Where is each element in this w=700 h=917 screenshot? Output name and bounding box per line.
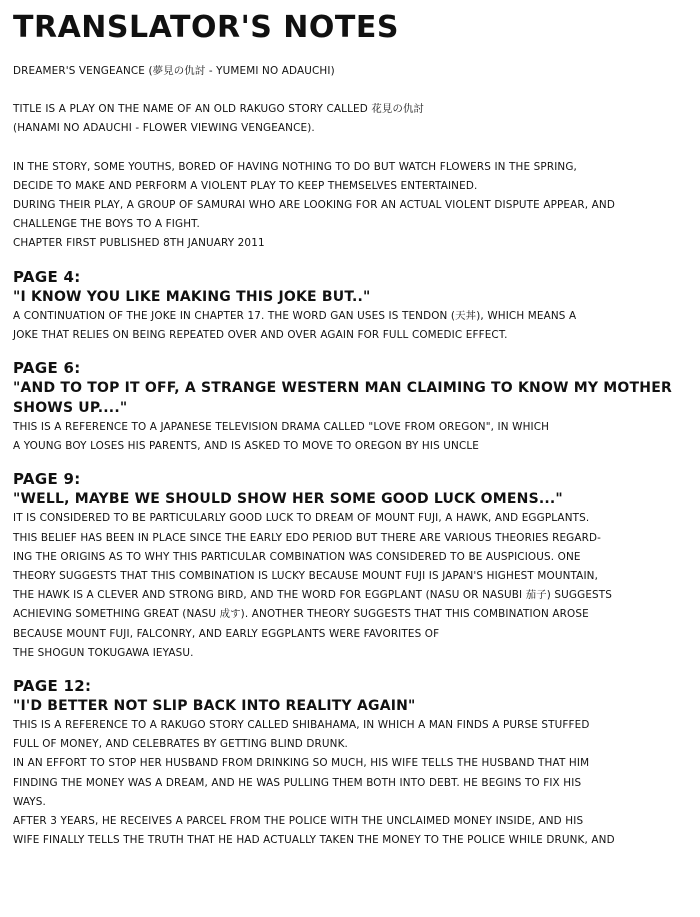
section-body-line: THIS IS A REFERENCE TO A RAKUGO STORY CALLED SHIBAHAMA, IN WHICH A MAN FINDS A PURSE STUFFED <box>13 719 590 732</box>
section-heading: PAGE 9: <box>13 470 81 489</box>
section-body-line: FINDING THE MONEY WAS A DREAM, AND HE WAS PULLING THEM BOTH INTO DEBT. HE BEGINS TO FIX HIS <box>13 776 582 789</box>
section-quote: "I KNOW YOU LIKE MAKING THIS JOKE BUT.." <box>13 288 371 305</box>
story-line: CHALLENGE THE BOYS TO A FIGHT. <box>13 218 200 231</box>
story-line: DURING THEIR PLAY, A GROUP OF SAMURAI WHO ARE LOOKING FOR AN ACTUAL VIOLENT DISPUTE APPEAR, AND <box>13 199 615 212</box>
section-body-line: JOKE THAT RELIES ON BEING REPEATED OVER AND OVER AGAIN FOR FULL COMEDIC EFFECT. <box>13 328 508 341</box>
note-section-page-9 <box>13 470 690 663</box>
section-body-line: IT IS CONSIDERED TO BE PARTICULARLY GOOD LUCK TO DREAM OF MOUNT FUJI, A HAWK, AND EGGPLANTS. <box>13 512 590 525</box>
section-quote: "I'D BETTER NOT SLIP BACK INTO REALITY AGAIN" <box>13 698 416 715</box>
note-section-page-6 <box>13 359 690 456</box>
page-title: TRANSLATOR'S NOTES <box>13 10 399 45</box>
section-body-line: AFTER 3 YEARS, HE RECEIVES A PARCEL FROM THE POLICE WITH THE UNCLAIMED MONEY INSIDE, AND HIS <box>13 815 584 828</box>
series-line: DREAMER'S VENGEANCE (夢見の仇討 - YUMEMI NO ADAUCHI) <box>13 65 335 77</box>
section-heading: PAGE 4: <box>13 267 81 286</box>
section-body-line: THE SHOGUN TOKUGAWA IEYASU. <box>13 646 194 659</box>
section-body-line: FULL OF MONEY, AND CELEBRATES BY GETTING BLIND DRUNK. <box>13 738 349 751</box>
publish-date-line: CHAPTER FIRST PUBLISHED 8TH JANUARY 2011 <box>13 237 265 250</box>
section-body-line: THEORY SUGGESTS THAT THIS COMBINATION IS LUCKY BECAUSE MOUNT FUJI IS JAPAN'S HIGHEST MOUNTAIN, <box>13 570 599 583</box>
section-heading: PAGE 12: <box>13 677 92 696</box>
section-quote: SHOWS UP...." <box>13 400 128 417</box>
section-body-line: ACHIEVING SOMETHING GREAT (NASU 成す). ANOTHER THEORY SUGGESTS THAT THIS COMBINATION AROSE <box>13 608 589 621</box>
section-heading: PAGE 6: <box>13 359 81 378</box>
section-body-line: ING THE ORIGINS AS TO WHY THIS PARTICULAR COMBINATION WAS CONSIDERED TO BE AUSPICIOUS. ONE <box>13 550 581 563</box>
section-body-line: IN AN EFFORT TO STOP HER HUSBAND FROM DRINKING SO MUCH, HIS WIFE TELLS THE HUSBAND THAT HIM <box>13 757 590 770</box>
story-line: DECIDE TO MAKE AND PERFORM A VIOLENT PLAY TO KEEP THEMSELVES ENTERTAINED. <box>13 179 478 192</box>
title-note-line: (HANAMI NO ADAUCHI - FLOWER VIEWING VENGEANCE). <box>13 122 315 135</box>
section-body-line: A YOUNG BOY LOSES HIS PARENTS, AND IS ASKED TO MOVE TO OREGON BY HIS UNCLE <box>13 440 480 453</box>
section-quote: "WELL, MAYBE WE SHOULD SHOW HER SOME GOOD LUCK OMENS..." <box>13 491 563 508</box>
intro-block <box>13 62 690 254</box>
story-line: IN THE STORY, SOME YOUTHS, BORED OF HAVING NOTHING TO DO BUT WATCH FLOWERS IN THE SPRING, <box>13 160 577 173</box>
note-section-page-4 <box>13 268 690 345</box>
section-body-line: A CONTINUATION OF THE JOKE IN CHAPTER 17. THE WORD GAN USES IS TENDON (天丼), WHICH MEANS A <box>13 309 577 322</box>
section-body-line: THIS IS A REFERENCE TO A JAPANESE TELEVISION DRAMA CALLED "LOVE FROM OREGON", IN WHICH <box>13 421 550 434</box>
section-body-line: WIFE FINALLY TELLS THE TRUTH THAT HE HAD ACTUALLY TAKEN THE MONEY TO THE POLICE WHILE DRUNK, AND <box>13 834 615 847</box>
title-note-line: TITLE IS A PLAY ON THE NAME OF AN OLD RAKUGO STORY CALLED 花見の仇討 <box>13 103 425 116</box>
section-body-line: THIS BELIEF HAS BEEN IN PLACE SINCE THE EARLY EDO PERIOD BUT THERE ARE VARIOUS THEORIES REGARD- <box>13 531 602 544</box>
section-body-line: THE HAWK IS A CLEVER AND STRONG BIRD, AND THE WORD FOR EGGPLANT (NASU OR NASUBI 茄子) SUGGESTS <box>13 589 613 602</box>
section-body-line: BECAUSE MOUNT FUJI, FALCONRY, AND EARLY EGGPLANTS WERE FAVORITES OF <box>13 627 440 640</box>
section-body-line: WAYS. <box>13 795 47 808</box>
section-quote: "AND TO TOP IT OFF, A STRANGE WESTERN MAN CLAIMING TO KNOW MY MOTHER <box>13 380 672 397</box>
note-section-page-12 <box>13 677 690 850</box>
